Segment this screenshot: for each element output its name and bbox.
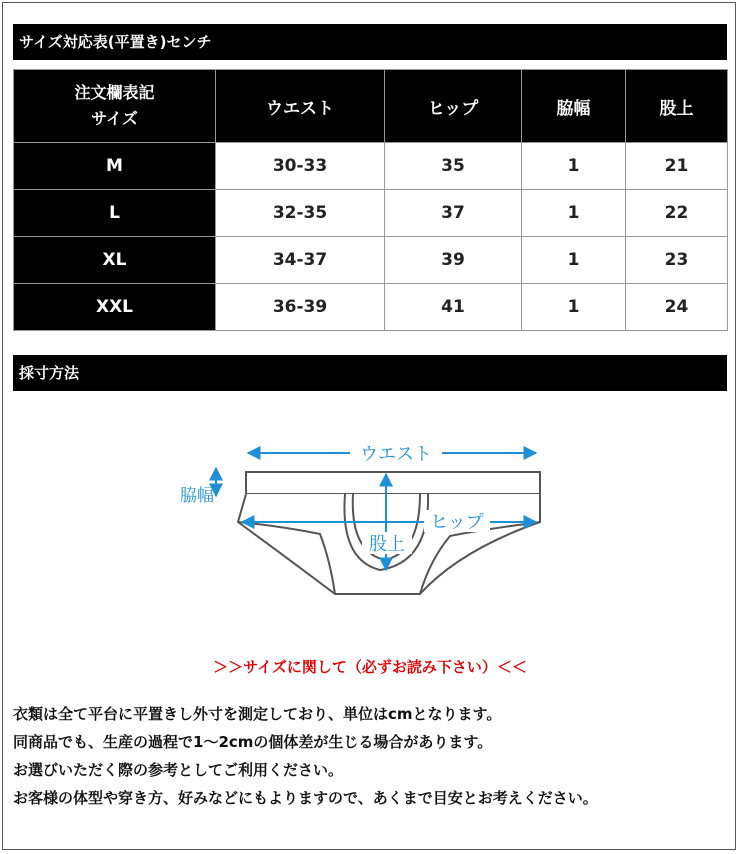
table-row — [14, 143, 728, 190]
side-width-cell: 1 — [522, 190, 626, 237]
rise-cell: 23 — [626, 237, 728, 284]
size-cell: M — [14, 143, 216, 190]
size-notice-heading: ＞＞サイズに関して（必ずお読み下さい）＜＜ — [213, 658, 527, 676]
size-table-title: サイズ対応表(平置き)センチ — [19, 33, 212, 51]
rise-cell: 22 — [626, 190, 728, 237]
measure-method-title: 採寸方法 — [19, 364, 80, 382]
notice-line: 同商品でも、生産の過程で1〜2cmの個体差が生じる場合があります。 — [13, 733, 493, 751]
hip-cell: 39 — [385, 237, 522, 284]
size-cell: L — [14, 190, 216, 237]
size-cell: XL — [14, 237, 216, 284]
rise-cell: 21 — [626, 143, 728, 190]
side-width-label: 脇幅 — [180, 486, 214, 506]
waist-cell: 32-35 — [216, 190, 385, 237]
side-width-cell: 1 — [522, 143, 626, 190]
rise-header: 股上 — [626, 70, 728, 143]
size-label-header-line1: 注文欄表記 — [74, 83, 155, 102]
rise-cell: 24 — [626, 284, 728, 331]
notice-line: お客様の体型や穿き方、好みなどにもよりますので、あくまで目安とお考えください。 — [13, 789, 598, 807]
hip-header: ヒップ — [385, 70, 522, 143]
size-label-header-line2: サイズ — [91, 109, 138, 128]
notice-line: お選びいただく際の参考としてご利用ください。 — [13, 761, 344, 779]
size-cell: XXL — [14, 284, 216, 331]
hip-cell: 37 — [385, 190, 522, 237]
size-label-header — [14, 70, 216, 143]
waist-cell: 36-39 — [216, 284, 385, 331]
size-table-header-row — [14, 70, 728, 143]
waistband-outline — [246, 472, 540, 494]
table-row — [14, 190, 728, 237]
table-row — [14, 237, 728, 284]
waist-label: ウエスト — [360, 444, 432, 465]
hip-cell: 35 — [385, 143, 522, 190]
notice-body — [13, 700, 733, 812]
notice-line: 衣類は全て平台に平置きし外寸を測定しており、単位はcmとなります。 — [13, 705, 502, 723]
hip-cell: 41 — [385, 284, 522, 331]
measure-method-title-bar — [13, 355, 727, 391]
hip-label: ヒップ — [430, 512, 484, 533]
waist-cell: 30-33 — [216, 143, 385, 190]
waist-header: ウエスト — [216, 70, 385, 143]
waist-cell: 34-37 — [216, 237, 385, 284]
table-row — [14, 284, 728, 331]
rise-label: 股上 — [369, 534, 405, 555]
side-width-cell: 1 — [522, 284, 626, 331]
size-table — [13, 69, 728, 331]
side-width-header: 脇幅 — [522, 70, 626, 143]
size-table-title-bar — [13, 24, 727, 60]
brief-measurement-diagram — [180, 430, 560, 610]
side-width-cell: 1 — [522, 237, 626, 284]
